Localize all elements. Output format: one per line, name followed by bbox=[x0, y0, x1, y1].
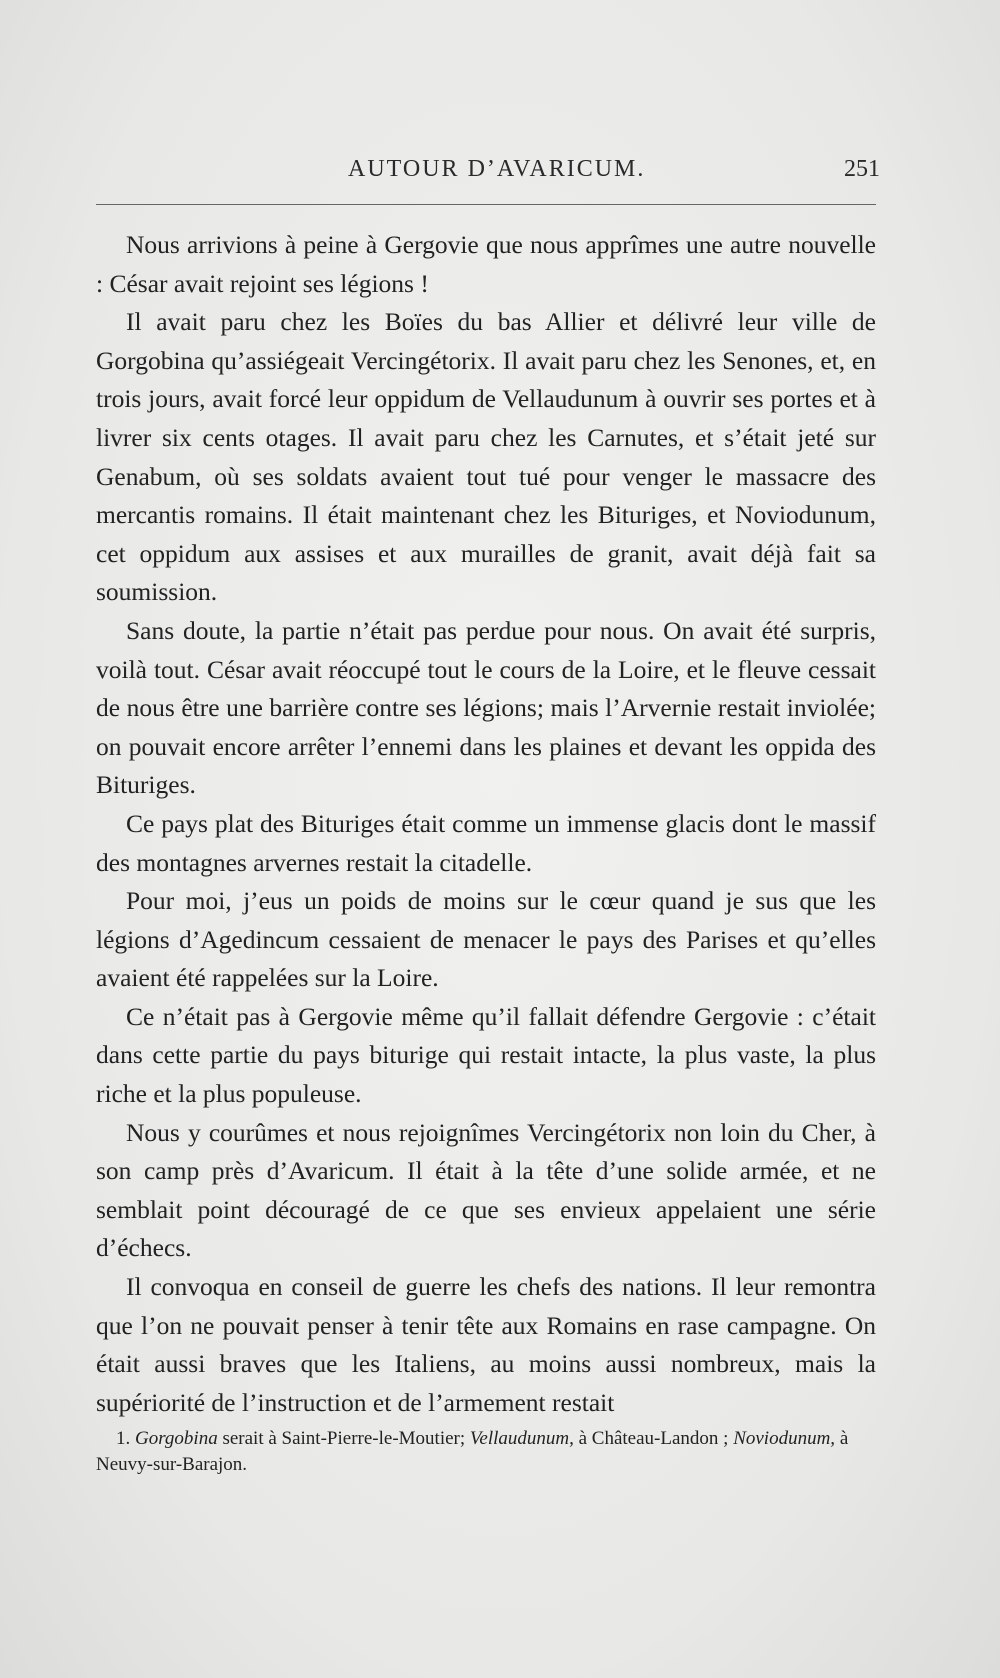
footnote-place: Vellaudunum, bbox=[469, 1428, 574, 1449]
paragraph: Sans doute, la partie n’était pas perdue pour nous. On avait été surpris, voilà tout. César avait réoccupé tout le cours de la Loire, et le fleuve cessait de nous être une barrière contre ses légions; mais l’Arvernie restait inviolée; on pouvait encore arrêter l’ennemi dans les plaines et devant les oppida des Bituriges. bbox=[96, 615, 876, 800]
paragraph: Ce n’était pas à Gergovie même qu’il fallait défendre Gergovie : c’était dans cette partie du pays biturige qui restait intacte, la plus vaste, la plus riche et la plus populeuse. bbox=[96, 1001, 876, 1109]
running-title: AUTOUR D’AVARICUM. bbox=[348, 156, 646, 182]
footnote-place: Noviodunum, bbox=[733, 1428, 836, 1449]
paragraph: Pour moi, j’eus un poids de moins sur le cœur quand je sus que les légions d’Agedincum cessaient de menacer le pays des Parises et qu’elles avaient été rappelées sur la Loire. bbox=[96, 886, 876, 993]
paragraph: Il avait paru chez les Boïes du bas Allier et délivré leur ville de Gorgobina qu’assiégeait Vercingétorix. Il avait paru chez les Senones, et, en trois jours, avait forcé leur oppidum de Vellaudunum à ouvrir ses portes et à livrer six cents otages. Il avait paru chez les Carnutes, et s’était jeté sur Genabum, où ses soldats avaient tout tué pour venger le massacre des mercantis romains. Il était maintenant chez les Bituriges, et Noviodunum, cet oppidum aux assises et aux murailles de granit, avait déjà fait sa soumission. bbox=[96, 307, 876, 607]
footnote-place: Gorgobina bbox=[135, 1428, 218, 1449]
footnote-text-part: à Neuvy-sur-Barajon. bbox=[96, 1428, 849, 1475]
page-number: 251 bbox=[844, 156, 880, 182]
footnote-text-part: à Château-Landon ; bbox=[573, 1428, 734, 1449]
footnote-number: 1. bbox=[116, 1428, 131, 1449]
paragraph: Il convoqua en conseil de guerre les chefs des nations. Il leur remontra que l’on ne pouvait penser à tenir tête aux Romains en rase campagne. On était aussi braves que les Italiens, au moins aussi nombreux, mais la supériorité de l’instruction et de l’armement restait bbox=[96, 1272, 876, 1417]
running-head bbox=[94, 154, 880, 190]
footnote-text bbox=[96, 1426, 876, 1478]
footnote-text-part: serait à Saint-Pierre-le-Moutier; bbox=[217, 1428, 470, 1449]
body-text bbox=[96, 226, 876, 1422]
paragraph: Ce pays plat des Bituriges était comme un immense glacis dont le massif des montagnes arvernes restait la citadelle. bbox=[96, 808, 876, 877]
paragraph: Nous arrivions à peine à Gergovie que nous apprîmes une autre nouvelle : César avait rejoint ses légions ! bbox=[96, 230, 876, 298]
paragraph: Nous y courûmes et nous rejoignîmes Vercingétorix non loin du Cher, à son camp près d’Avaricum. Il était à la tête d’une solide armée, et ne semblait point découragé de ce que ses envieux appelaient une série d’échecs. bbox=[96, 1117, 876, 1263]
footnote bbox=[96, 1426, 876, 1478]
header-rule bbox=[96, 204, 876, 205]
